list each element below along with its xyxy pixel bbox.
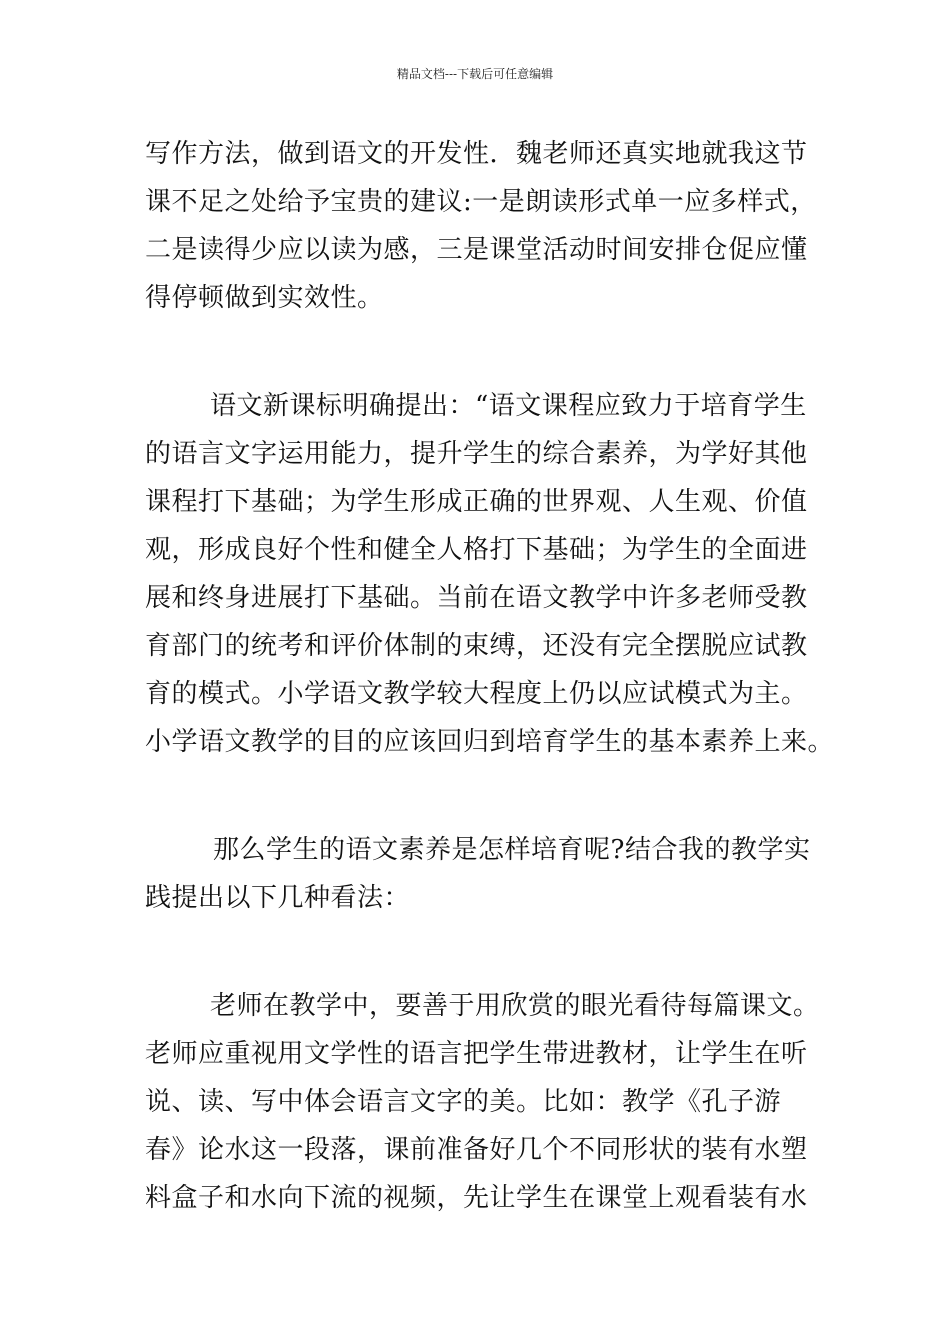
- text-line: 育部门的统考和评价体制的束缚，还没有完全摆脱应试教: [145, 631, 808, 661]
- text-line: 课程打下基础；为学生形成正确的世界观、人生观、价值: [145, 487, 808, 517]
- paragraph-gap: [145, 922, 807, 982]
- text-line: 老师在教学中，要善于用欣赏的眼光看待每篇课文。: [210, 991, 820, 1021]
- paragraph-1: [145, 130, 817, 322]
- text-line: 得停顿做到实效性。: [145, 283, 384, 313]
- text-line: 践提出以下几种看法：: [145, 883, 411, 913]
- text-line: 二是读得少应以读为感，三是课堂活动时间安排仓促应懂: [145, 235, 808, 265]
- paragraph-4: [145, 982, 820, 1222]
- paragraph-3: [145, 826, 811, 922]
- page-header: [0, 66, 950, 82]
- text-line: 老师应重视用文学性的语言把学生带进教材，让学生在听: [145, 1039, 808, 1069]
- paragraph-2: [145, 382, 835, 766]
- text-line: 语文新课标明确提出：“语文课程应致力于培育学生: [210, 391, 807, 421]
- text-line: 小学语文教学的目的应该回归到培育学生的基本素养上来。: [145, 727, 835, 757]
- text-line: 课不足之处给予宝贵的建议:一是朗读形式单一应多样式，: [145, 187, 817, 217]
- text-line: 春》论水这一段落，课前准备好几个不同形状的装有水塑: [145, 1135, 808, 1165]
- paragraph-gap: [145, 766, 807, 826]
- paragraph-gap: [145, 322, 807, 382]
- header-text: 精品文档---下载后可任意编辑: [396, 67, 554, 81]
- text-line: 写作方法，做到语文的开发性．魏老师还真实地就我这节: [145, 139, 808, 169]
- text-line: 育的模式。小学语文教学较大程度上仍以应试模式为主。: [145, 679, 808, 709]
- text-line: 说、读、写中体会语言文字的美。比如：教学《孔子游: [145, 1087, 782, 1117]
- text-line: 观，形成良好个性和健全人格打下基础；为学生的全面进: [145, 535, 808, 565]
- text-line: 那么学生的语文素养是怎样培育呢?结合我的教学实: [213, 835, 811, 865]
- text-line: 展和终身进展打下基础。当前在语文教学中许多老师受教: [145, 583, 808, 613]
- document-body: [145, 130, 835, 1222]
- text-line: 的语言文字运用能力，提升学生的综合素养，为学好其他: [145, 439, 808, 469]
- text-line: 料盒子和水向下流的视频，先让学生在课堂上观看装有水: [145, 1183, 808, 1213]
